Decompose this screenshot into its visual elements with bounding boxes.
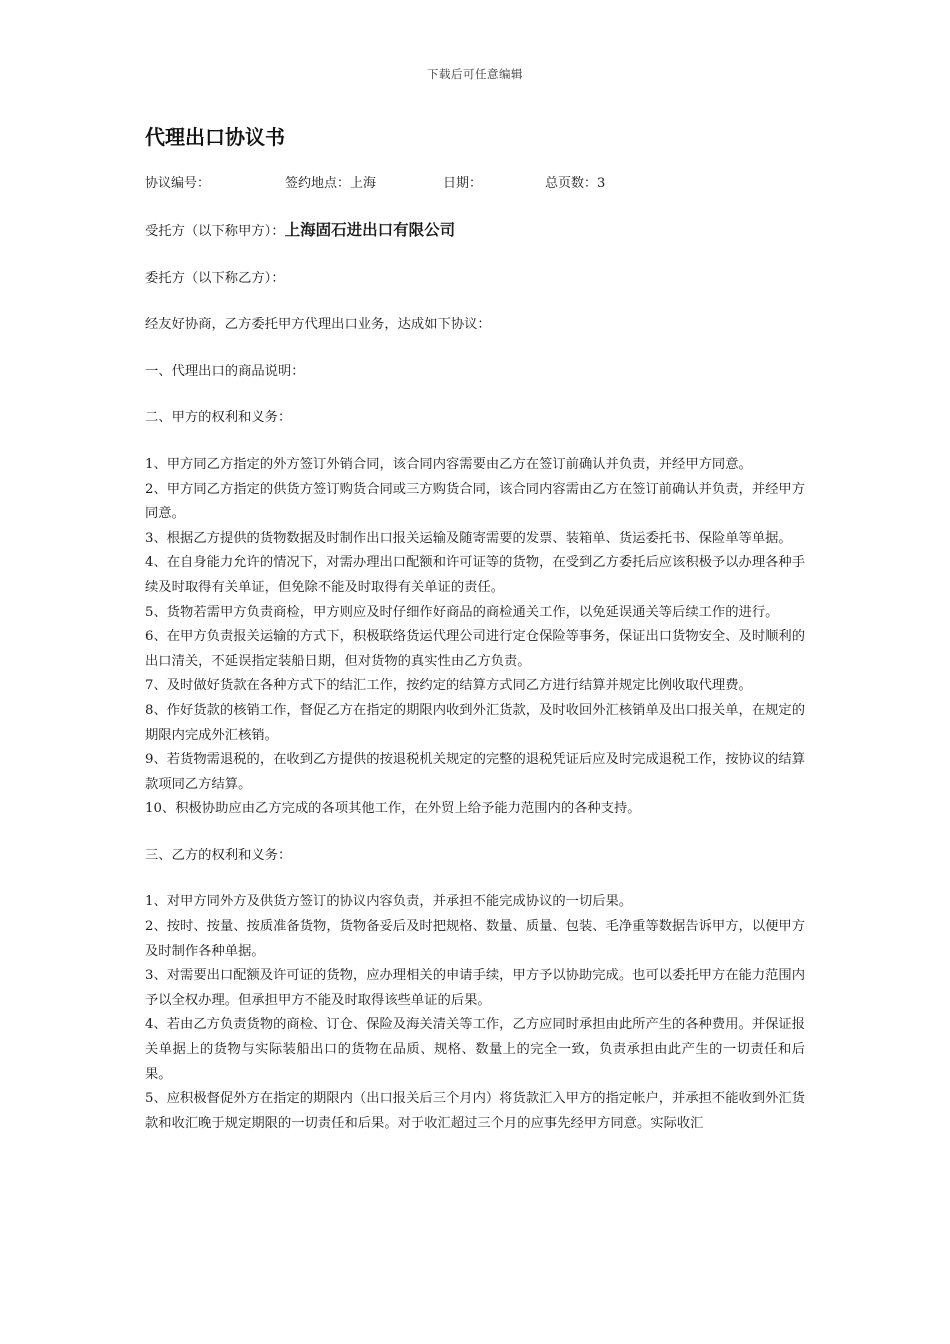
section3-heading: 三、乙方的权利和义务： [145,847,292,863]
section2-item: 3、根据乙方提供的货物数据及时制作出口报关运输及随寄需要的发票、装箱单、货运委托书、保险单等单据。 [145,530,792,546]
section3-item: 1、对甲方同外方及供货方签订的协议内容负责，并承担不能完成协议的一切后果。 [145,894,633,910]
meta-row [145,174,805,194]
section2-list [145,453,805,822]
principal-line: 委托方（以下称乙方）： [145,270,285,286]
section3-item: 2、按时、按量、按质准备货物，货物备妥后及时把规格、数量、质量、包装、毛净重等数据告诉甲方，以便甲方及时制作各种单据。 [145,919,806,959]
section2-item: 4、在自身能力允许的情况下，对需办理出口配额和许可证等的货物，在受到乙方委托后应该积极予以办理各种手续及时取得有关单证，但免除不能及时取得有关单证的责任。 [145,555,806,595]
section3-item: 4、若由乙方负责货物的商检、订仓、保险及海关清关等工作，乙方应同时承担由此所产生的各种费用。并保证报关单据上的货物与实际装船出口的货物在品质、规格、数量上的完全一致，负责承担由此产生的一切责任和后果。 [145,1017,806,1082]
agreement-date: 日期： [443,176,483,191]
section2-heading: 二、甲方的权利和义务： [145,410,292,426]
section2-item: 6、在甲方负责报关运输的方式下，积极联络货运代理公司进行定仓保险等事务，保证出口货物安全、及时顺利的出口清关，不延误指定装船日期，但对货物的真实性由乙方负责。 [145,629,806,669]
section3-item: 5、应积极督促外方在指定的期限内（出口报关后三个月内）将货款汇入甲方的指定帐户，并承担不能收到外汇货款和收汇晚于规定期限的一切责任和后果。对于收汇超过三个月的应事先经甲方同意。实际收汇 [145,1091,806,1131]
trustee-line [145,218,805,245]
document-content [145,120,805,1136]
trustee-label: 受托方（以下称甲方）： [145,224,285,239]
signing-place: 签约地点：上海 [285,176,377,191]
section3-item: 3、对需要出口配额及许可证的货物，应办理相关的申请手续，甲方予以协助完成。也可以委托甲方在能力范围内予以全权办理。但承担甲方不能及时取得该些单证的后果。 [145,968,806,1008]
section2-item: 5、货物若需甲方负责商检，甲方则应及时仔细作好商品的商检通关工作，以免延误通关等后续工作的进行。 [145,604,779,620]
section2-item: 2、甲方同乙方指定的供货方签订购货合同或三方购货合同，该合同内容需由乙方在签订前确认并负责，并经甲方同意。 [145,481,806,522]
document-title: 代理出口协议书 [145,125,285,149]
trustee-name: 上海固石进出口有限公司 [284,221,456,239]
total-pages: 总页数：3 [545,176,606,191]
section2-item: 1、甲方同乙方指定的外方签订外销合同，该合同内容需要由乙方在签订前确认并负责，并经甲方同意。 [145,456,752,472]
section2-item: 7、及时做好货款在各种方式下的结汇工作，按约定的结算方式同乙方进行结算并规定比例收取代理费。 [145,678,752,694]
section2-item: 8、作好货款的核销工作，督促乙方在指定的期限内收到外汇货款，及时收回外汇核销单及出口报关单，在规定的期限内完成外汇核销。 [145,702,806,743]
section2-item: 9、若货物需退税的，在收到乙方提供的按退税机关规定的完整的退税凭证后应及时完成退税工作，按协议的结算款项同乙方结算。 [145,752,806,792]
agreement-number: 协议编号： [145,176,211,191]
section2-item: 10、积极协助应由乙方完成的各项其他工作，在外贸上给予能力范围内的各种支持。 [145,801,641,817]
section3-list [145,890,805,1136]
section1-heading: 一、代理出口的商品说明： [145,363,305,379]
intro-paragraph: 经友好协商，乙方委托甲方代理出口业务，达成如下协议： [145,317,491,333]
header-note: 下载后可任意编辑 [427,67,523,81]
